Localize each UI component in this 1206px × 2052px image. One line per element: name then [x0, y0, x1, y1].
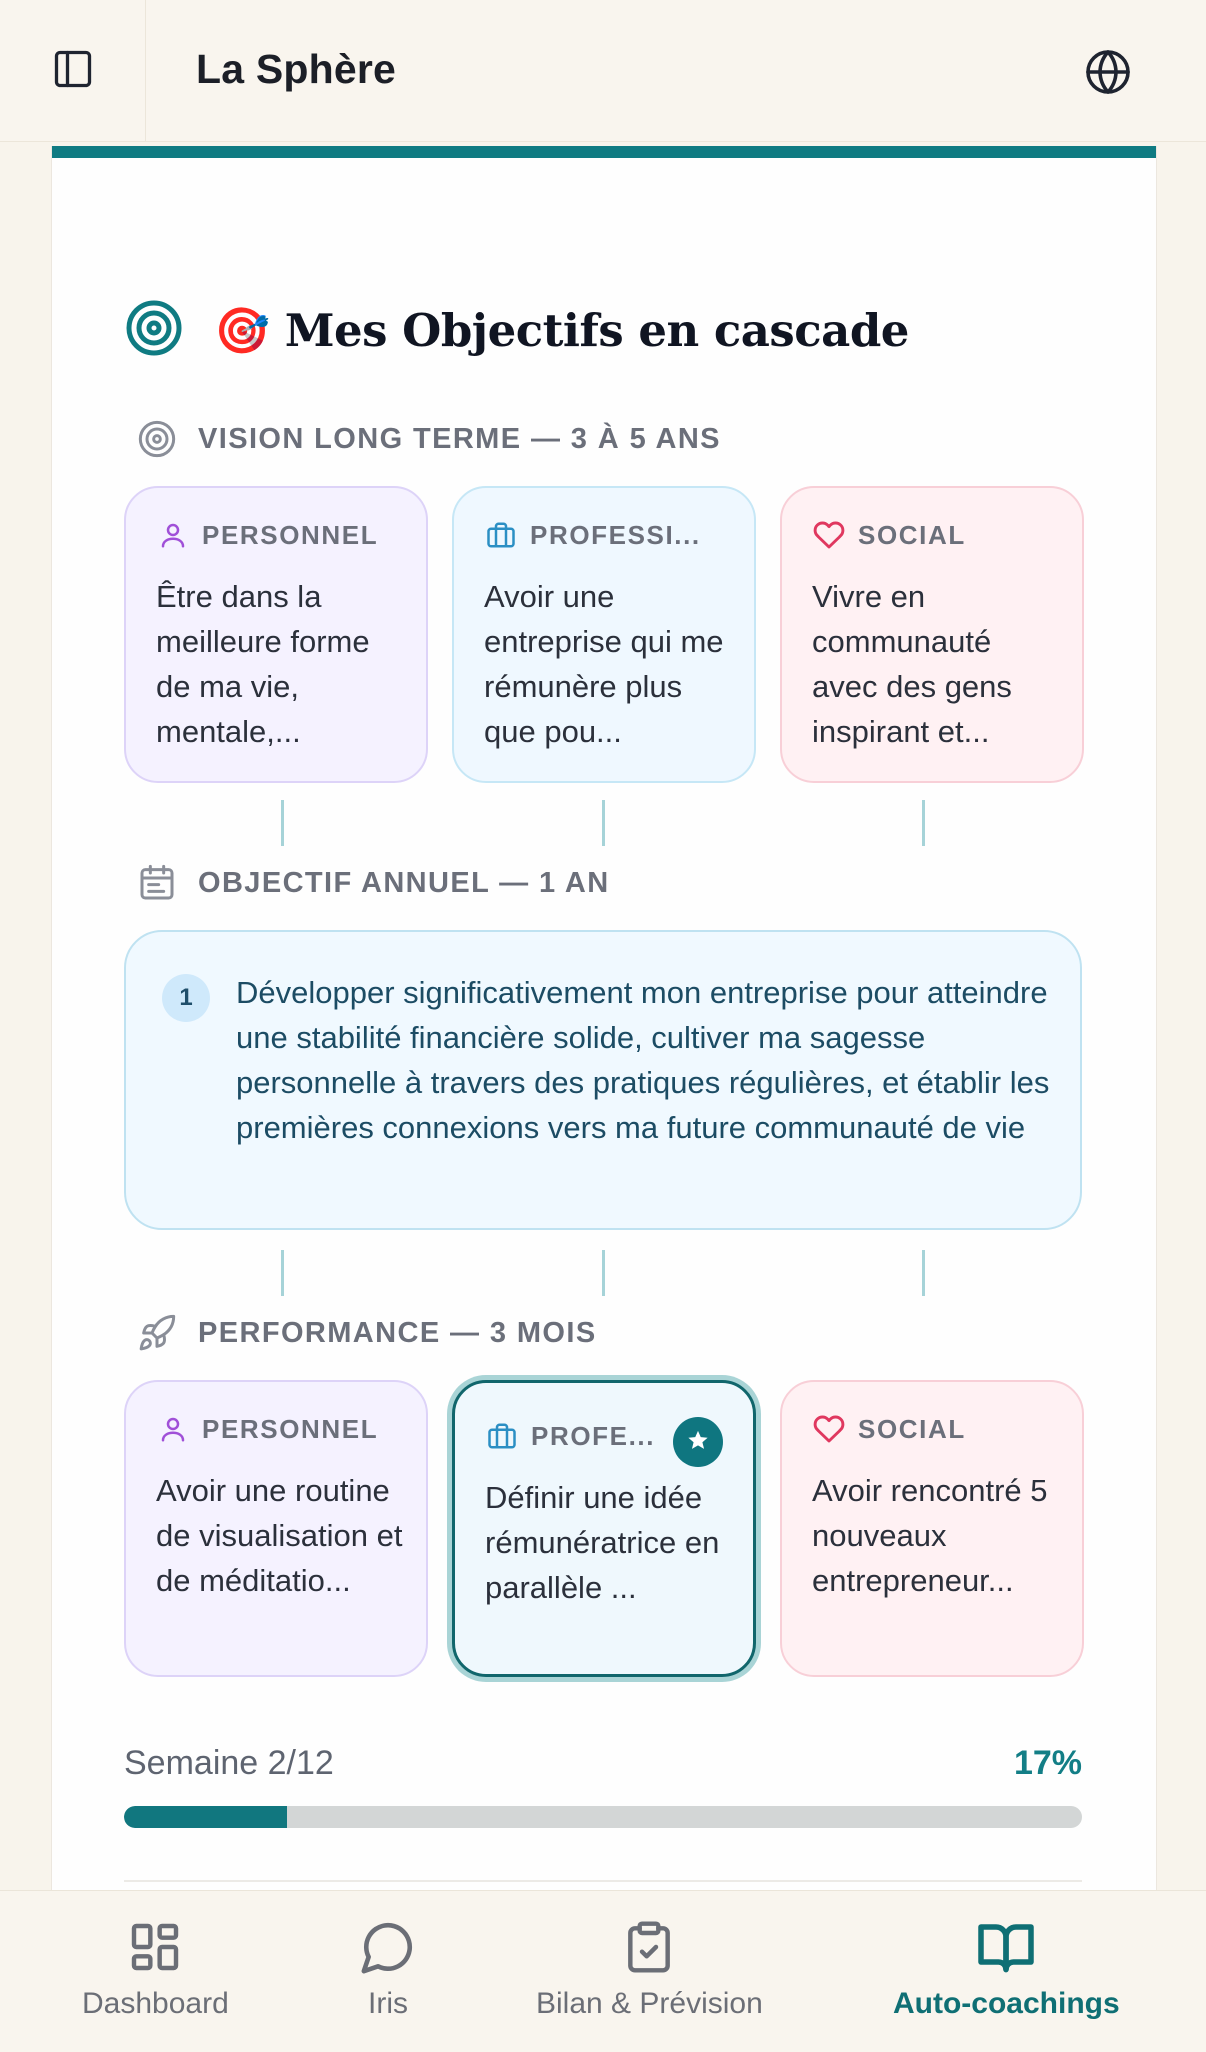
progress-bar-fill [124, 1806, 287, 1828]
star-icon [687, 1429, 709, 1456]
rocket-icon [136, 1312, 178, 1354]
nav-item-dashboard[interactable] [82, 1917, 229, 2021]
calendar-icon [136, 862, 178, 904]
target-icon [124, 298, 184, 363]
cascade-connector [281, 1250, 284, 1296]
nav-label: Iris [368, 1987, 408, 2020]
dashboard-icon [125, 1917, 185, 1977]
tile-category: PERSONNEL [202, 1413, 379, 1444]
tile-category: PERSONNEL [202, 519, 379, 550]
cascade-connector [922, 800, 925, 846]
tile-category: SOCIAL [858, 1413, 966, 1444]
progress-row [124, 1744, 1082, 1783]
target-icon [136, 418, 178, 460]
performance-tile-social[interactable] [780, 1380, 1084, 1677]
vision-tile-social[interactable] [780, 486, 1084, 783]
cascade-connector [281, 800, 284, 846]
nav-item-iris[interactable] [358, 1917, 418, 2021]
cascade-connector [922, 1250, 925, 1296]
cascade-connector [602, 800, 605, 846]
priority-star-badge [673, 1417, 723, 1467]
vision-tile-personnel[interactable] [124, 486, 428, 783]
progress-bar [124, 1806, 1082, 1828]
sidebar-toggle-button[interactable] [0, 0, 146, 142]
tile-text: Vivre en communauté avec des gens inspirant et... [812, 579, 1012, 749]
performance-tile-professionnel[interactable] [452, 1380, 756, 1677]
annual-goal-number-badge: 1 [162, 974, 210, 1022]
tile-text: Avoir une routine de visualisation et de méditatio... [156, 1473, 403, 1598]
divider [124, 1880, 1082, 1882]
bottom-navigation [0, 1890, 1206, 2052]
card-accent-bar [52, 146, 1156, 158]
card-header [124, 290, 909, 370]
clipboard-check-icon [619, 1917, 679, 1977]
annual-goal-box[interactable] [124, 930, 1082, 1230]
chat-bubble-icon [358, 1917, 418, 1977]
nav-item-auto-coachings[interactable] [893, 1917, 1120, 2021]
nav-label: Dashboard [82, 1987, 229, 2020]
heart-icon [812, 1412, 846, 1446]
app-title: La Sphère [196, 46, 397, 92]
tile-category: SOCIAL [858, 519, 966, 550]
tile-text: Avoir une entreprise qui me rémunère plus que pou... [484, 579, 724, 749]
card-title: 🎯 Mes Objectifs en cascade [214, 303, 909, 357]
annual-section-label: OBJECTIF ANNUEL — 1 AN [136, 862, 610, 904]
performance-tile-personnel[interactable] [124, 1380, 428, 1677]
tile-text: Définir une idée rémunératrice en parallèle ... [485, 1480, 720, 1605]
open-book-icon [976, 1917, 1036, 1977]
tile-category: PROFESSI... [530, 519, 701, 550]
top-bar [0, 0, 1206, 142]
briefcase-icon [485, 1419, 519, 1453]
heart-icon [812, 518, 846, 552]
tile-text: Avoir rencontré 5 nouveaux entrepreneur... [812, 1473, 1048, 1598]
language-button[interactable] [1080, 46, 1136, 102]
user-icon [156, 518, 190, 552]
annual-goal-text: Développer significativement mon entreprise pour atteindre une stabilité financière solide, cultiver ma sagesse personnelle à travers des pratiques régulières, et établir les premières connexions vers ma future communauté de vie [236, 975, 1050, 1145]
goals-cascade-card [51, 146, 1157, 1890]
sidebar-panel-icon [51, 47, 95, 96]
briefcase-icon [484, 518, 518, 552]
tile-text: Être dans la meilleure forme de ma vie, mentale,... [156, 579, 370, 749]
tile-category: PROFE... [531, 1420, 656, 1451]
nav-label: Auto-coachings [893, 1987, 1120, 2020]
globe-icon [1084, 48, 1132, 101]
vision-tile-professionnel[interactable] [452, 486, 756, 783]
nav-item-bilan-prevision[interactable] [536, 1917, 763, 2021]
performance-section-label: PERFORMANCE — 3 MOIS [136, 1312, 597, 1354]
nav-label: Bilan & Prévision [536, 1987, 763, 2020]
progress-percent: 17% [1013, 1744, 1082, 1782]
week-label: Semaine 2/12 [124, 1744, 334, 1782]
user-icon [156, 1412, 190, 1446]
cascade-connector [602, 1250, 605, 1296]
vision-section-label: VISION LONG TERME — 3 À 5 ANS [136, 418, 721, 460]
